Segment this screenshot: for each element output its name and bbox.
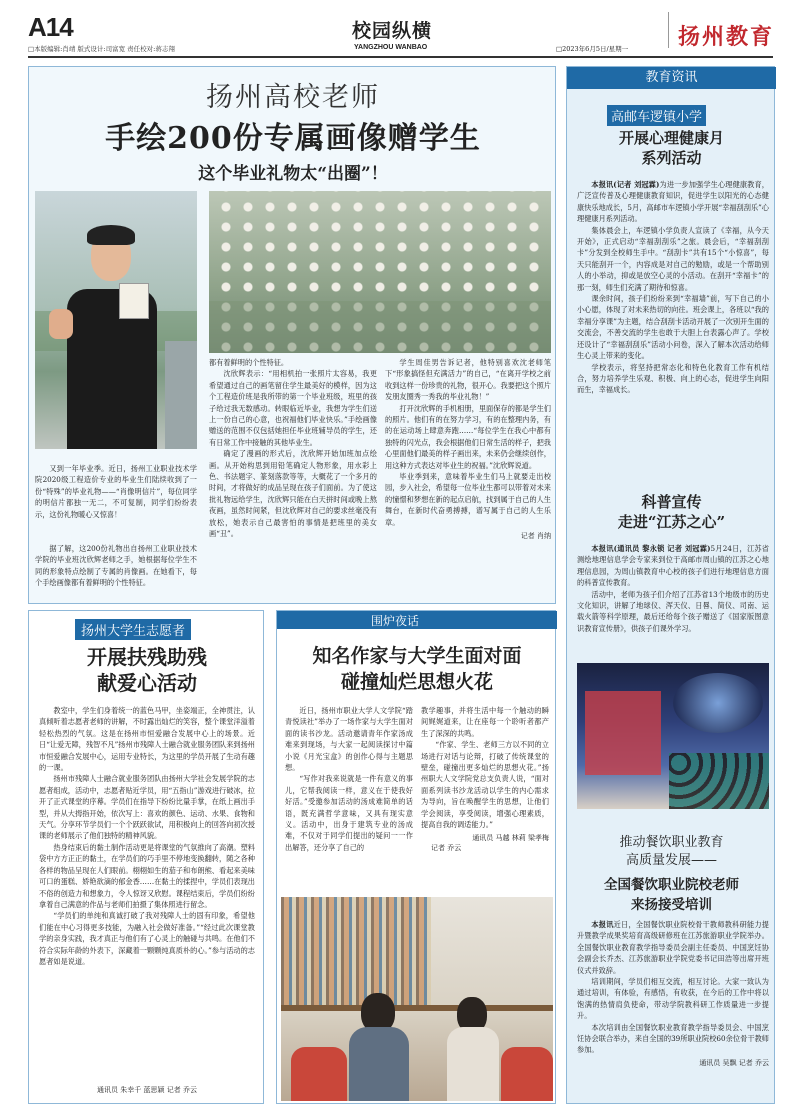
fireside-p3: 教学趣事，并将生活中每一个触动的瞬间娓娓道来，让在座每一个聆听者都产生了深深的共鸣。 <box>421 706 549 738</box>
right-tag: 教育资讯 <box>567 67 776 89</box>
main-kicker: 扬州高校老师 <box>206 82 380 113</box>
science-title-2: 走进“江苏之心” <box>617 513 726 531</box>
gaoyou-p1-text: 为进一步加强学生心理健康教育，广泛宣传普及心理健康教育知识，促进学生以阳光的心态健康快乐地成长，5月，高邮市车逻镇小学开展“幸福刮刮乐”心理健康月系列活动。 <box>577 180 769 224</box>
portrait-wall-photo <box>209 191 551 353</box>
science-p2: 活动中，老师为孩子们介绍了江苏省13个地级市的历史文化知识，讲解了地球仪、浑天仪、日晷、简仪、司南、运载火箭等科学原理，最后还给每个孩子赠送了《国家版图意识教育宣传册》，供孩子们课外学习。 <box>577 589 769 633</box>
gaoyou-p1 <box>577 179 769 225</box>
brand-logo: 扬州教育 <box>678 24 775 50</box>
header-rule <box>28 56 773 58</box>
fireside-title-1: 知名作家与大学生面对面 <box>312 645 522 667</box>
main-col2: 沈欣辉表示：“用相机拍一张照片太容易，我更希望通过自己的画笔留住学生最美好的模样，因为这个工程造价班是我所带的第一个毕业班级，班里的孩子给过我无数感动。转眼临近毕业，我想为学生们送上一份自己的心意，也祝福他们毕业快乐。”手绘画像赠送的范围不仅包括她担任毕业班辅导员的学生，还有日常工作中接触的其他毕业生。 <box>209 369 377 447</box>
volunteer-p4: “学员们的单纯和真诚打破了我对残障人士的固有印象，希望他们能在中心习得更多技能，为融入社会做好准备。”“经过此次课堂教学的亲身实践，我才真正与他们有了心灵上的触碰与共鸣。在他们不符合实际年龄的外表下，深藏着一颗颗纯真质朴的心。”参与活动的志愿者如是说道。 <box>39 911 255 966</box>
main-story <box>28 66 556 604</box>
cook-title-2: 来扬接受培训 <box>631 897 712 913</box>
volunteer-tag: 扬州大学生志愿者 <box>75 619 191 640</box>
fireside-col1 <box>285 705 413 853</box>
cook-title-1: 全国餐饮职业院校老师 <box>604 877 739 893</box>
page-header <box>0 0 799 62</box>
gaoyou-school: 高邮车逻镇小学 <box>607 105 706 126</box>
cook-p1 <box>577 919 769 976</box>
main-col2b: 确定了漫画的形式后，沈欣辉开始加班加点绘画。从开始构思到用铅笔确定人物形象，用水彩上色、书法题字、篆刻落款等等，大概花了一个多月的时间，才将做好的成品呈现在孩子们面前。为了使这批礼物远给学生，沈欣辉只能在白天拼时间或晚上熬夜画，虽然时间紧，但沈欣辉对自己的要求丝毫没有放松，她表示自己最害怕的事情是把班里的美女画“丑”。 <box>209 449 377 539</box>
cook-p3: 本次培训由全国餐饮职业教育教学指导委员会、中国烹饪协会联合举办，来自全国的39所职业院校60余位骨干教师参加。 <box>577 1022 769 1055</box>
gaoyou-title-1: 开展心理健康月 <box>618 129 724 147</box>
reading-salon-photo <box>281 897 553 1101</box>
cook-kicker-2: 高质量发展—— <box>625 853 717 868</box>
gaoyou-body <box>577 179 769 396</box>
fireside-credit-2: 记者 乔云 <box>431 844 462 853</box>
volunteer-p1: 教室中，学生们身着统一的蓝色马甲，坐姿端正，全神贯注，认真倾听着志愿者老师的讲解，不时露出灿烂的笑容，整个课堂洋溢着轻松热烈的气氛。这是在扬州市恒爱融合发展中心上的场景。近日“让爱无障，残智不凡”扬州市残障人士融合就业服务团队来到扬州市恒爱融合发展中心，运用专业特长，为这里的学员开展了生动有趣的一课。 <box>39 706 255 773</box>
right-column <box>566 66 775 1104</box>
section-title: 校园纵横 <box>352 20 433 42</box>
volunteer-title-2: 献爱心活动 <box>97 671 197 695</box>
fireside-p4: “作家、学生、老师三方以不同的立场进行对话与论辩，打破了传统课堂的壁垒，碰撞出更多灿烂的思想火花。”扬州职大人文学院党总支负责人说，“面对面系列读书沙龙活动以学生的内心需求为导向，旨在唤醒学生的思想，让他们学会阅读，享受阅读，增强心理素质，提高自我的调适能力。” <box>421 740 549 830</box>
fireside-tag: 围炉夜话 <box>371 614 420 628</box>
fireside-credit-1: 通讯员 马越 林莉 梁孝梅 <box>472 834 549 843</box>
bookshelf <box>281 897 431 1007</box>
main-title: 手绘200份专属画像赠学生 <box>105 121 481 156</box>
cook-body <box>577 919 769 1068</box>
gaoyou-p2: 集体晨会上，车逻镇小学负责人宣读了《幸福，从今天开始》，正式启动“幸福刮刮乐”之旅。晨会后，“幸福刮刮卡”分发到全校师生手中。“刮刮卡”共有15个“小惊喜”，每天只能刮开一个，内容成是对自己的勉励，或是一个帮助别人的小举动，抑或是放空心灵的小活动。在刮开“幸福卡”的那一刻，师生们充满了期待和惊喜。 <box>577 225 769 292</box>
gaoyou-title-2: 系列活动 <box>641 149 702 167</box>
main-subtitle: 这个毕业礼物太“出圈”！ <box>198 164 388 184</box>
science-body <box>577 543 769 634</box>
page-number: A14 <box>28 12 73 42</box>
gaoyou-byline: 本报讯(记者 刘冠霖) <box>591 180 660 189</box>
fireside-col2 <box>421 705 549 853</box>
science-p1-text: 5月24日，江苏省测绘地理信息学会专家来到位于高邮市周山镇的江苏之心地理信息园，为周山镇教育中心校的孩子们进行地理信息方面的科普宣传教育。 <box>577 544 769 588</box>
volunteer-body <box>39 705 255 967</box>
science-byline: 本报讯(通讯员 黎永锁 记者 刘冠霖) <box>591 544 711 553</box>
cook-kicker-1: 推动餐饮职业教育 <box>619 835 724 850</box>
volunteer-story <box>28 610 264 1104</box>
science-title-1: 科普宣传 <box>641 493 702 511</box>
main-col1b: 据了解，这200份礼物出自扬州工业职业技术学院的毕业班沈欣辉老师之手，她根据每位学生不同的形象特点绘制了专属的肖像画。在她看下，每个手绘画像都有着鲜明的个性特征。 <box>35 544 197 588</box>
editor-credits: □本版编辑:肖靖 版式设计:司富宽 责任校对:蒋志翔 <box>28 45 175 53</box>
date-line: □2023年6月5日/星期一 <box>556 45 629 53</box>
main-credit: 记者 肖纳 <box>520 532 551 541</box>
science-p1 <box>577 543 769 589</box>
student-photo <box>35 191 197 449</box>
main-col3-wrap <box>385 357 551 541</box>
main-col1: 又到一年毕业季。近日，扬州工业职业技术学院2020级工程造价专业的毕业生们陆续收到了一份“特殊”的毕业礼物——“肖像明信片”，每位同学的明信片都独一无二，不可复制，同学们纷纷表示，这份礼物暖心又惊喜！ <box>35 464 197 519</box>
volunteer-p3: 热身结束后的黏土制作活动更是将课堂的气氛推向了高潮。塑料袋中方方正正的黏土，在学员们的巧手里不停地变换翻转，随之各种各样的物品呈现在人们眼前。栩栩如生的茄子和布朗熊、看起来美味可口的蛋糕、娇艳欲滴的郁金香……在黏土的揉捏中，学员们表现出不俗的创造力和想象力，令人惊讶又欣慰。课程结束后，学员们纷纷拿着自己满意的作品与老师们拍摄了集体照进行留念。 <box>39 842 255 909</box>
volunteer-credit: 通讯员 朱幸千 蓝思颖 记者 乔云 <box>97 1086 197 1094</box>
main-col3b: 打开沈欣辉的手机相册，里面保存的都是学生们的照片。他们有的在努力学习，有的在整理内务，有的在运动场上肆意奔跑……“每位学生在我心中都有独特的闪光点，我会根据他们日常生活的样子，把我心里面他们最美的样子画出来，未来仍会继续创作，用这种方式表达对毕业生的祝福。”沈欣辉说道。 <box>385 403 551 470</box>
museum-photo <box>577 663 769 809</box>
fireside-p1: 近日，扬州市职业大学人文学院“踏青悦读社”举办了一场作家与大学生面对面的读书沙龙。活动邀请青年作家汤成难来到现场，与大家一起阅读探讨中篇小说《月光宝盒》的创作心得与主题思想。 <box>285 706 413 773</box>
brand-divider <box>668 12 669 48</box>
section-title-en: YANGZHOU WANBAO <box>354 44 428 51</box>
gaoyou-p3: 课余时间，孩子们纷纷来到“幸福墙”前，写下自己的小小心愿，体现了对未来热切的向往。班会课上，各班以“我的幸福分享课”为主题，结合刮刮卡活动开展了一次别开生面的交流会，不善交流的学生也敢于大胆上台表露心声了。学校还设计了“幸福刮刮乐”活动小问卷，深入了解本次活动给师生心灵上带来的变化。 <box>577 294 769 361</box>
main-col2a: 都有着鲜明的个性特征。 <box>209 358 289 367</box>
fireside-p2: “写作对我来说就是一件有意义的事儿，它帮我阅读一样，意义在于使我好好活。”受邀参加活动的汤成难简单的话语，既充满哲学意味，又具有现实意义。活动中，出身于建筑专业的汤成难，不仅对于同学们提出的疑问一一作出解答，还分享了自己的 <box>285 774 413 852</box>
main-col3c: 毕业季到来，意味着毕业生们马上就要走出校园，步入社会，希望每一位毕业生都可以带着对未来的憧憬和梦想在新的起点启航，找到属于自己的人生舞台，在新时代奋勇搏搏，谱写属于自己的人生乐章。 <box>385 472 551 527</box>
volunteer-p2: 扬州市残障人士融合就业服务团队由扬州大学社会发展学院的志愿者组成，活动中，志愿者贴近学员，用“五指山”游戏进行破冰，拉开了正式课堂的序幕。学员们在指导下纷纷比量手掌，在纸上画出手型，并从大拇指开始，依次写上：喜欢的颜色、运动、水果、食物和天气。分享环节学员们一个个跃跃欲试，用积极向上的回答向初次授课的老师展示了他们独特的精神风貌。 <box>39 774 255 841</box>
gaoyou-p4: 学校表示，将坚持把常态化和特色化教育工作有机结合，努力培养学生乐观、积极、向上的心态，促进学生向阳而生，幸福成长。 <box>577 362 769 395</box>
cook-p1-text: 近日，全国餐饮职业院校骨干教师教科研能力提升暨教学成果奖培育高级研修班在江苏旅游职业学院举办。全国餐饮职业教育教学指导委员会副主任委员、中国烹饪协会副会长乔杰、江苏旅游职业学院党委书记田浩等出席开班仪式并致辞。 <box>577 920 769 975</box>
cook-credit: 通讯员 吴飘 记者 乔云 <box>699 1058 769 1067</box>
fireside-title-2: 碰撞灿烂思想火花 <box>340 671 493 693</box>
fireside-story <box>276 610 556 1104</box>
main-col3: 学生周佳男告诉记者，他特别喜欢沈老师笔下“形象搞怪但充满活力”的自己，“在离开学校之前收到这样一份珍贵的礼物，很开心。我要把这个照片发朋友圈秀一秀我的毕业礼物！” <box>385 358 551 402</box>
cook-p2: 培训期间，学员们相互交流，相互讨论。大家一致认为通过培训，有体验，有感悟，有收获，在今后的工作中将以饱满的热情肩负使命，带动学院教科研工作质量进一步提升。 <box>577 977 769 1021</box>
volunteer-title-1: 开展扶残助残 <box>87 645 207 669</box>
cook-byline: 本报讯 <box>591 920 614 929</box>
main-col2-wrap <box>209 357 377 540</box>
exhibit-panel <box>585 691 661 775</box>
